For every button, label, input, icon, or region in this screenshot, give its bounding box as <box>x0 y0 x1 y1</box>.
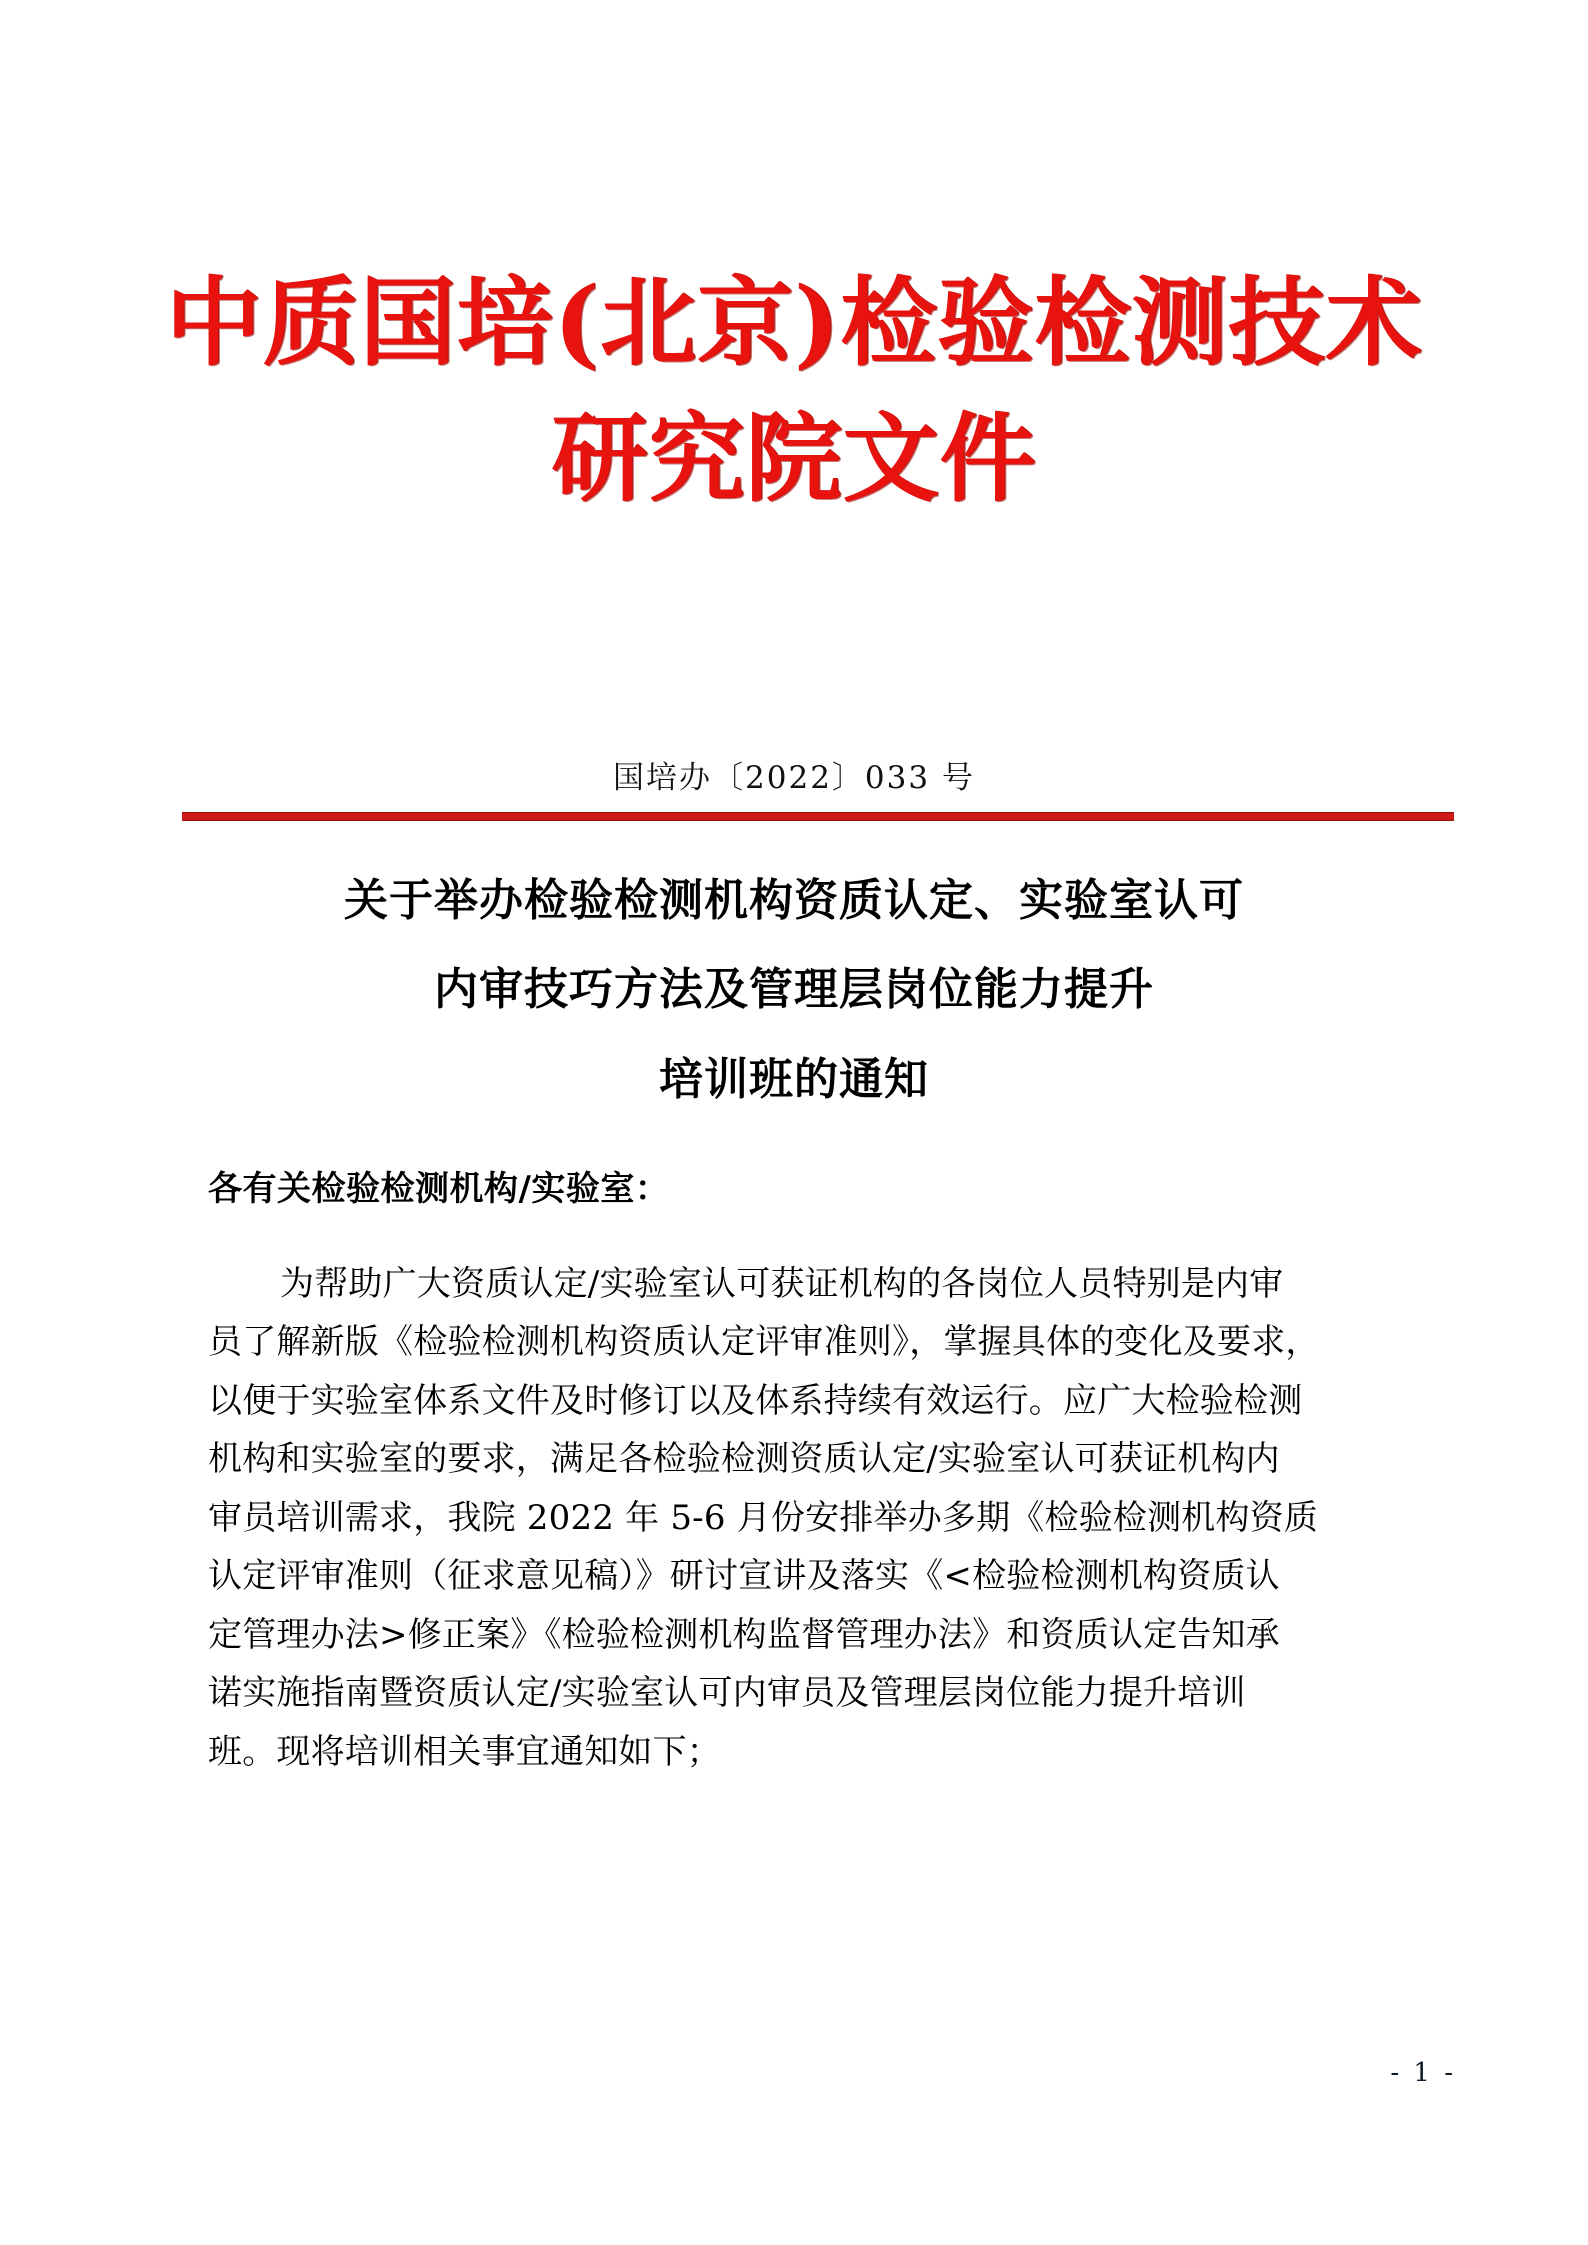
body-line-9: 班。现将培训相关事宜通知如下； <box>208 1731 721 1772</box>
salutation: 各有关检验检测机构/实验室： <box>208 1169 670 1209</box>
masthead-line-2: 研究院文件 <box>551 402 1037 516</box>
main-title-line-1: 关于举办检验检测机构资质认定、实验室认可 <box>344 875 1244 926</box>
masthead-line-1: 中质国培(北京)检验检测技术 <box>165 266 1423 379</box>
body-line-7: 定管理办法>修正案》《检验检测机构监督管理办法》和资质认定告知承 <box>208 1614 1280 1655</box>
body-line-6: 认定评审准则（征求意见稿）》研讨宣讲及落实《<检验检测机构资质认 <box>208 1556 1280 1597</box>
body-line-8: 诺实施指南暨资质认定/实验室认可内审员及管理层岗位能力提升培训 <box>208 1673 1246 1714</box>
document-serial-number: 国培办〔2022〕033 号 <box>613 760 975 796</box>
body-line-5: 审员培训需求，我院 2022 年 5-6 月份安排举办多期《检验检测机构资质 <box>208 1497 1319 1538</box>
main-title-line-2: 内审技巧方法及管理层岗位能力提升 <box>434 964 1154 1016</box>
page-number: - 1 - <box>1390 2058 1456 2088</box>
main-title-line-3: 培训班的通知 <box>659 1053 929 1105</box>
masthead <box>0 255 1588 528</box>
red-separator-rule <box>182 812 1454 821</box>
body-line-2: 员了解新版《检验检测机构资质认定评审准则》，掌握具体的变化及要求， <box>208 1322 1320 1363</box>
body-line-1: 为帮助广大资质认定/实验室认可获证机构的各岗位人员特别是内审 <box>280 1263 1284 1304</box>
body-line-3: 以便于实验室体系文件及时修订以及体系持续有效运行。应广大检验检测 <box>208 1380 1303 1421</box>
body-content <box>208 1167 1418 1781</box>
body-line-4: 机构和实验室的要求，满足各检验检测资质认定/实验室认可获证机构内 <box>208 1439 1280 1480</box>
main-title <box>0 856 1588 1124</box>
